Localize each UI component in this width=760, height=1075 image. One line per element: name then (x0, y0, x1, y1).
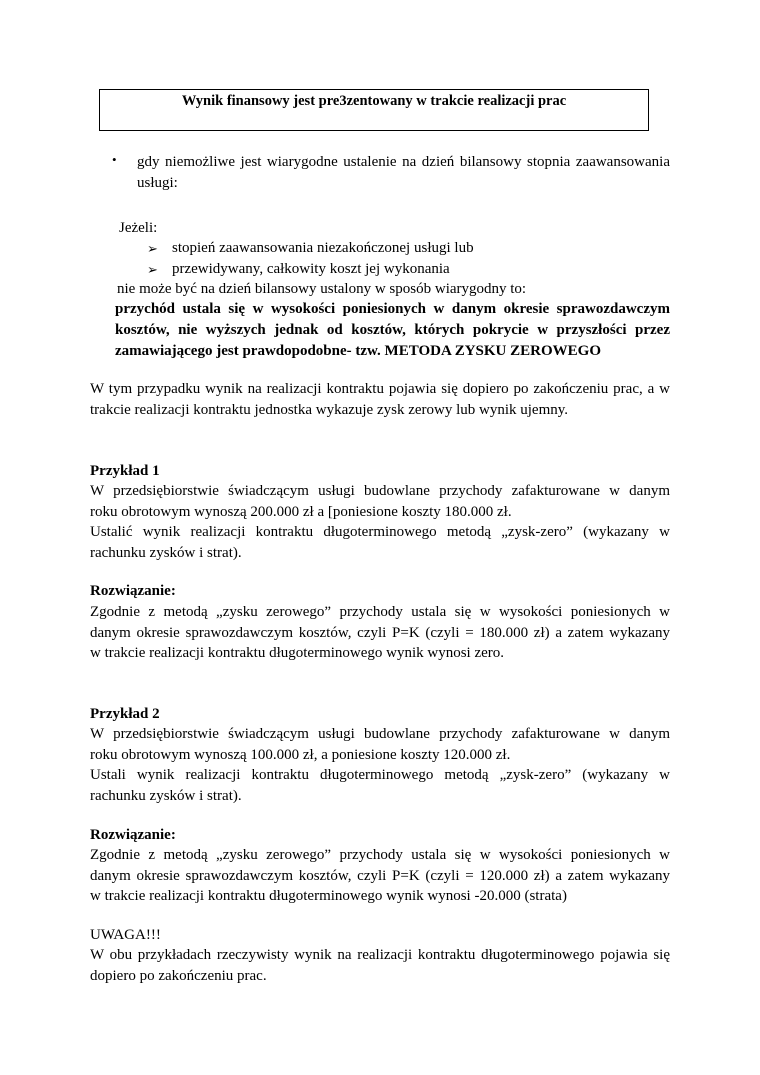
example2-solution-line: danym okresie sprawozdawczym kosztów, czyli P=K (czyli = 120.000 zł) a zatem wykazany (90, 868, 670, 884)
example1-line: rachunku zysków i strat). (90, 545, 242, 561)
warning-line: dopiero po zakończeniu prac. (90, 968, 267, 984)
arrow-bullet-icon: ➢ (147, 241, 158, 256)
example1-solution-line: danym okresie sprawozdawczym kosztów, czyli P=K (czyli = 180.000 zł) a zatem wykazany (90, 625, 670, 641)
rule-line: przychód ustala się w wysokości poniesionych w danym okresie sprawozdawczym (115, 301, 670, 317)
condition-label: Jeżeli: (119, 220, 158, 236)
rule-line: zamawiającego jest prawdopodobne- tzw. METODA ZYSKU ZEROWEGO (115, 343, 601, 359)
arrow-item: stopień zaawansowania niezakończonej usługi lub (172, 240, 474, 256)
example2-heading: Przykład 2 (90, 706, 160, 722)
intro-line: trakcie realizacji kontraktu jednostka wykazuje zysk zerowy lub wynik ujemny. (90, 402, 569, 418)
example2-line: W przedsiębiorstwie świadczącym usługi budowlane przychody zafakturowane w danym (90, 726, 670, 742)
example1-solution-line: Zgodnie z metodą „zysku zerowego” przychody ustala się w wysokości poniesionych w (90, 604, 670, 620)
warning-line: W obu przykładach rzeczywisty wynik na realizacji kontraktu długoterminowego pojawia się (90, 947, 670, 963)
page-title: Wynik finansowy jest pre3zentowany w trakcie realizacji prac (99, 89, 649, 131)
example2-solution-line: w trakcie realizacji kontraktu długoterminowego wynik wynosi -20.000 (strata) (90, 888, 567, 904)
warning-heading: UWAGA!!! (90, 927, 161, 943)
arrow-bullet-icon: ➢ (147, 262, 158, 277)
arrow-item: przewidywany, całkowity koszt jej wykonania (172, 261, 450, 277)
bullet-line: gdy niemożliwe jest wiarygodne ustalenie na dzień bilansowy stopnia zaawansowania (137, 154, 670, 170)
example2-line: roku obrotowym wynoszą 100.000 zł, a poniesione koszty 120.000 zł. (90, 747, 511, 763)
example2-solution-heading: Rozwiązanie: (90, 827, 176, 843)
example1-line: Ustalić wynik realizacji kontraktu długoterminowego metodą „zysk-zero” (wykazany w (90, 524, 670, 540)
example2-solution-line: Zgodnie z metodą „zysku zerowego” przychody ustala się w wysokości poniesionych w (90, 847, 670, 863)
example1-line: roku obrotowym wynoszą 200.000 zł a [poniesione koszty 180.000 zł. (90, 504, 512, 520)
condition-text: nie może być na dzień bilansowy ustalony w sposób wiarygodny to: (117, 281, 527, 297)
example1-line: W przedsiębiorstwie świadczącym usługi budowlane przychody zafakturowane w danym (90, 483, 670, 499)
example2-line: rachunku zysków i strat). (90, 788, 242, 804)
example2-line: Ustali wynik realizacji kontraktu długoterminowego metodą „zysk-zero” (wykazany w (90, 767, 670, 783)
example1-solution-line: w trakcie realizacji kontraktu długoterminowego wynik wynosi zero. (90, 645, 505, 661)
example1-solution-heading: Rozwiązanie: (90, 583, 176, 599)
example1-heading: Przykład 1 (90, 463, 160, 479)
bullet-item (137, 152, 670, 194)
bullet-line: usługi: (137, 175, 178, 191)
bullet-icon: • (112, 152, 117, 167)
rule-line: kosztów, nie wyższych jednak od kosztów, których pokrycie w przyszłości przez (115, 322, 670, 338)
intro-line: W tym przypadku wynik na realizacji kontraktu pojawia się dopiero po zakończeniu prac, a w (90, 381, 670, 397)
